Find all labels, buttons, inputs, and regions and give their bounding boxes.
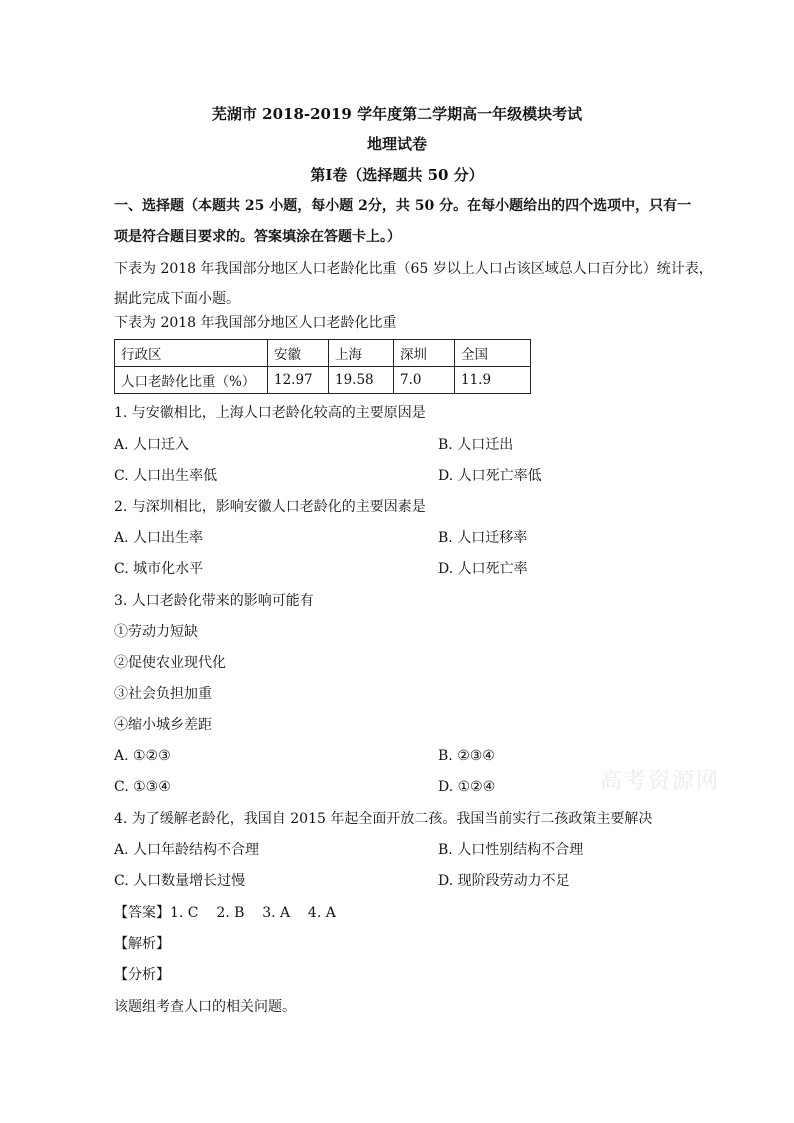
table-cell: 7.0: [394, 367, 455, 394]
table-cell: 19.58: [329, 367, 394, 394]
question-3-option-c: C. ①③④: [114, 779, 171, 795]
question-4-option-b: B. 人口性别结构不合理: [438, 842, 584, 858]
question-3-option-b: B. ②③④: [438, 748, 495, 764]
watermark: 高考资源网: [600, 769, 721, 794]
question-2-option-c: C. 城市化水平: [114, 561, 204, 577]
answer-label: 【答案】: [114, 905, 170, 921]
question-3-item-1: ①劳动力短缺: [114, 624, 198, 640]
table-header-row: [115, 340, 531, 367]
table-row: [115, 367, 531, 394]
exam-title: 芜湖市 2018-2019 学年度第二学期高一年级模块考试: [211, 105, 583, 123]
part-title: 第Ⅰ卷（选择题共 50 分）: [310, 166, 484, 184]
question-1-stem: 1. 与安徽相比，上海人口老龄化较高的主要原因是: [114, 405, 426, 421]
question-3-item-3: ③社会负担加重: [114, 686, 212, 702]
question-2-stem: 2. 与深圳相比，影响安徽人口老龄化的主要因素是: [114, 499, 426, 515]
table-header-cell: 行政区: [115, 340, 268, 367]
answer-values: 1. C 2. B 3. A 4. A: [170, 905, 336, 921]
table-header-cell: 安徽: [268, 340, 329, 367]
question-2-option-d: D. 人口死亡率: [438, 561, 528, 577]
table-header-cell: 全国: [455, 340, 531, 367]
intro-line1: 下表为 2018 年我国部分地区人口老龄化比重（65 岁以上人口占该区域总人口百分比）统计表，: [114, 261, 713, 277]
question-4-option-d: D. 现阶段劳动力不足: [438, 873, 570, 889]
question-2-option-b: B. 人口迁移率: [438, 530, 528, 546]
answer-line: [114, 903, 336, 923]
question-2-option-a: A. 人口出生率: [114, 530, 204, 546]
aging-table: [114, 339, 531, 394]
table-cell: 12.97: [268, 367, 329, 394]
question-3-option-a: A. ①②③: [114, 748, 171, 764]
table-cell: 人口老龄化比重（%）: [115, 367, 268, 394]
jiexi-heading: 【解析】: [114, 936, 170, 952]
question-1-option-a: A. 人口迁入: [114, 437, 190, 453]
subject-title: 地理试卷: [366, 135, 427, 153]
table-header-cell: 上海: [329, 340, 394, 367]
section-instructions-line2: 项是符合题目要求的。答案填涂在答题卡上。）: [114, 229, 401, 245]
question-4-option-c: C. 人口数量增长过慢: [114, 873, 246, 889]
question-4-stem: 4. 为了缓解老龄化，我国自 2015 年起全面开放二孩。我国当前实行二孩政策主要解决: [114, 811, 653, 827]
question-3-stem: 3. 人口老龄化带来的影响可能有: [114, 593, 314, 609]
question-3-option-d: D. ①②④: [438, 779, 496, 795]
question-3-item-4: ④缩小城乡差距: [114, 717, 212, 733]
question-3-item-2: ②促使农业现代化: [114, 655, 226, 671]
question-4-option-a: A. 人口年龄结构不合理: [114, 842, 260, 858]
fenxi-heading: 【分析】: [114, 967, 170, 983]
question-1-option-b: B. 人口迁出: [438, 437, 514, 453]
analysis-text: 该题组考查人口的相关问题。: [114, 999, 296, 1015]
intro-line2: 据此完成下面小题。: [114, 291, 240, 307]
table-cell: 11.9: [455, 367, 531, 394]
section-instructions-line1: 一、选择题（本题共 25 小题，每小题 2分，共 50 分。在每小题给出的四个选项中，只有一: [114, 198, 692, 214]
question-1-option-d: D. 人口死亡率低: [438, 468, 542, 484]
table-caption: 下表为 2018 年我国部分地区人口老龄化比重: [114, 315, 397, 331]
question-1-option-c: C. 人口出生率低: [114, 468, 218, 484]
table-header-cell: 深圳: [394, 340, 455, 367]
